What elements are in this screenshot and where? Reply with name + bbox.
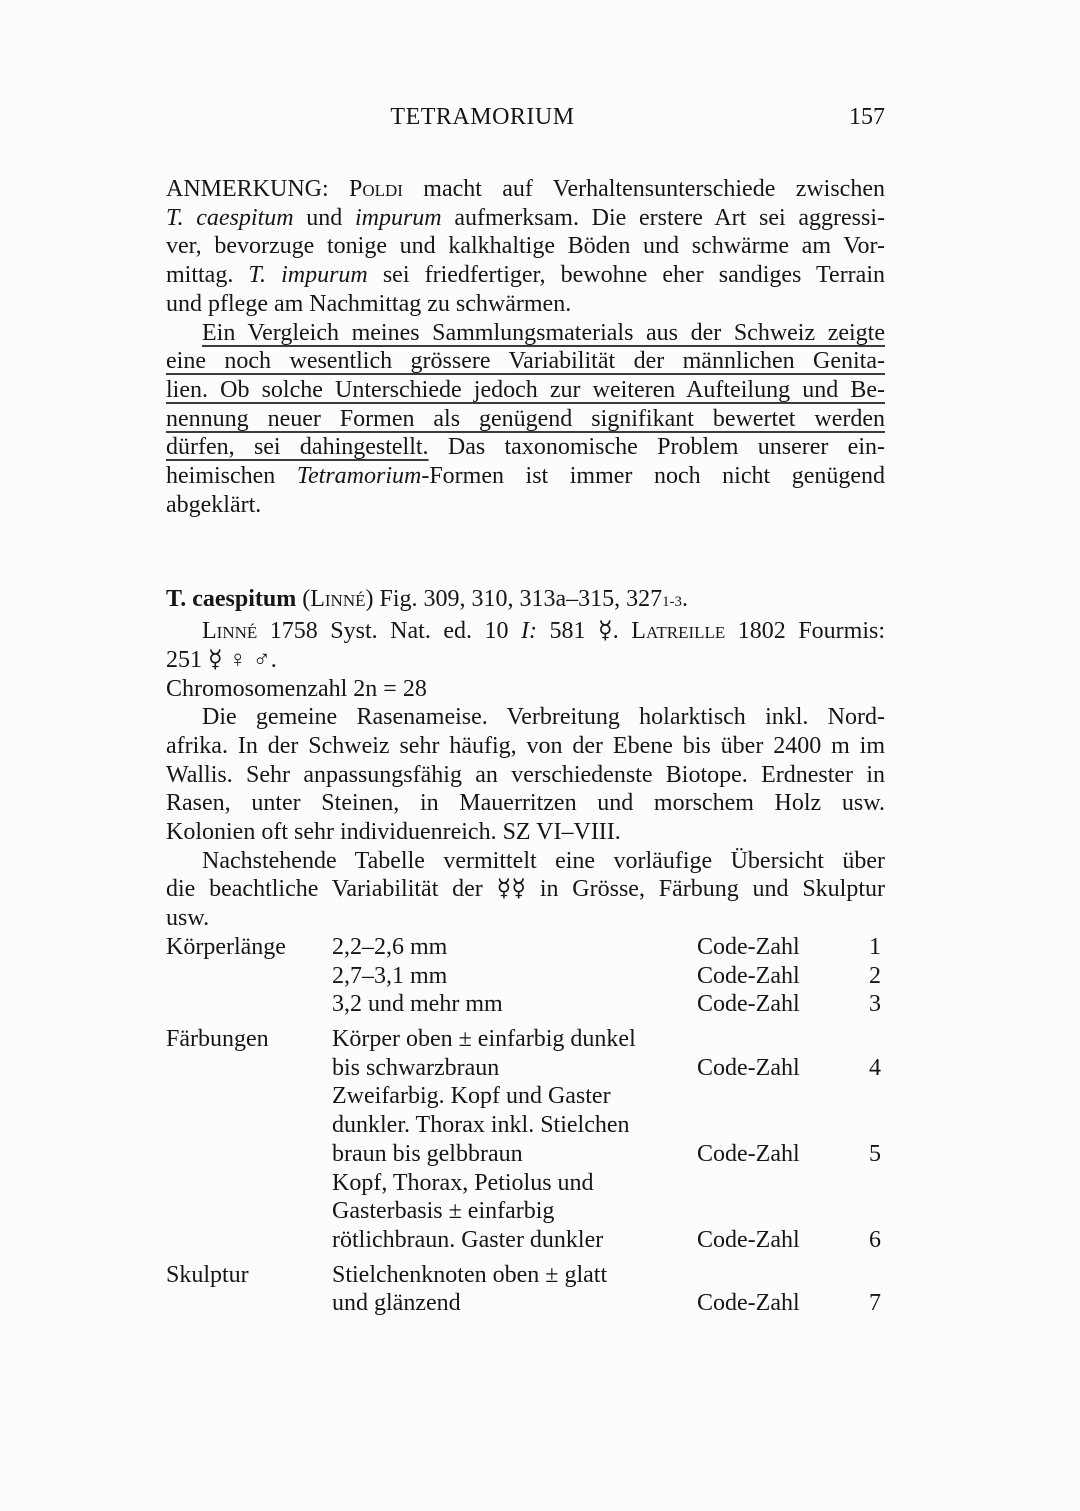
text-run: Chromosomenzahl 2n = 28: [166, 675, 427, 702]
text-line: [166, 405, 885, 434]
text-run: Wallis. Sehr anpassungsfähig an verschiedenste Biotope. Erdnester in: [166, 761, 885, 788]
text-run: Rasen, unter Steinen, in Mauerritzen und morschem Holz usw.: [166, 790, 885, 817]
text-run: 1758 Syst. Nat. ed. 10: [257, 618, 522, 645]
table-cell-description: rötlichbraun. Gaster dunkler: [332, 1226, 604, 1253]
text-run: Poldi: [349, 176, 403, 202]
text-run: heimischen: [166, 463, 297, 490]
table-cell-code-label: Code-Zahl: [697, 933, 800, 960]
table-cell-code-number: 1: [869, 933, 881, 960]
table-cell-description: braun bis gelbbraun: [332, 1140, 523, 1167]
text-run: dürfen, sei dahingestellt.: [166, 434, 429, 461]
text-run: T. caespitum: [166, 586, 297, 613]
text-line: [166, 761, 885, 790]
text-line: [166, 904, 885, 933]
text-line: [166, 585, 885, 617]
table-cell-code-label: Code-Zahl: [697, 991, 800, 1018]
table-row: [166, 1054, 885, 1083]
table-row: [166, 1025, 885, 1054]
text-run: mittag.: [166, 262, 249, 289]
table-cell-description: Kopf, Thorax, Petiolus und: [332, 1169, 594, 1196]
table-row: [166, 962, 885, 991]
text-line: [166, 376, 885, 405]
table-cell-label: [166, 962, 332, 991]
text-line: [166, 175, 885, 204]
table-cell-code-label: [697, 1082, 828, 1111]
text-run: impurum: [354, 204, 442, 231]
text-line: [166, 347, 885, 376]
table-cell-description: Gasterbasis ± einfarbig: [332, 1198, 555, 1225]
table-cell-label: Färbungen: [166, 1025, 269, 1052]
text-line: [166, 789, 885, 818]
table-cell-description: 2,7–3,1 mm: [332, 962, 448, 989]
table-cell-label: [166, 1140, 332, 1169]
table-cell-label: [166, 1169, 332, 1198]
text-line: [166, 847, 885, 876]
paragraph-vergleich-underlined: [166, 319, 885, 520]
table-row: [166, 1082, 885, 1111]
text-run: 581 ☿.: [537, 618, 632, 645]
text-line: [166, 232, 885, 261]
table-cell-code-number: 3: [869, 991, 881, 1018]
text-line: [166, 703, 885, 732]
table-cell-code-label: [697, 1169, 828, 1198]
text-line: [166, 675, 885, 704]
text-run: abgeklärt.: [166, 491, 262, 518]
text-run: die beachtliche Variabilität der ☿☿ in Grösse, Färbung und Skulptur: [166, 876, 885, 903]
table-cell-description: 3,2 und mehr mm: [332, 991, 503, 1018]
code-table: [166, 933, 885, 1318]
text-line: [166, 732, 885, 761]
text-line: [166, 646, 885, 675]
table-row: [166, 1169, 885, 1198]
text-run: .: [682, 586, 688, 613]
table-cell-code-number: 6: [869, 1226, 881, 1253]
text-run: T. caespitum: [166, 204, 294, 231]
table-cell-code-label: [697, 1261, 828, 1290]
paragraph-anmerkung: [166, 175, 885, 319]
text-run: 251 ☿ ♀ ♂.: [166, 646, 277, 673]
text-run: Die gemeine Rasenameise. Verbreitung holarktisch inkl. Nord-: [202, 704, 885, 731]
text-run: und: [293, 204, 355, 231]
text-run: usw.: [166, 905, 210, 932]
table-cell-description: und glänzend: [332, 1290, 461, 1317]
text-run: Latreille: [631, 618, 726, 645]
text-run: Kolonien oft sehr individuenreich. SZ VI–VIII.: [166, 819, 621, 846]
text-run: Ein Vergleich meines Sammlungsmaterials aus der Schweiz zeigte: [202, 319, 885, 346]
page-title: TETRAMORIUM: [390, 104, 575, 130]
text-run: und pflege am Nachmittag zu schwärmen.: [166, 290, 572, 317]
text-run: sei friedfertiger, bewohne eher sandiges Terrain: [367, 262, 885, 289]
table-cell-code-number: [828, 1261, 885, 1290]
table-cell-code-label: Code-Zahl: [697, 1290, 800, 1317]
text-line: [166, 319, 885, 348]
table-row: [166, 1140, 885, 1169]
table-cell-code-label: Code-Zahl: [697, 1140, 800, 1167]
page-number: 157: [849, 104, 885, 130]
table-cell-code-number: [828, 1025, 885, 1054]
text-run: ANMERKUNG:: [166, 176, 349, 202]
table-cell-code-label: [697, 1025, 828, 1054]
table-row: [166, 1197, 885, 1226]
table-cell-code-number: 4: [869, 1054, 881, 1081]
table-cell-description: Stielchenknoten oben ± glatt: [332, 1261, 608, 1288]
table-row: [166, 990, 885, 1019]
text-line: [166, 290, 885, 319]
table-cell-code-number: [828, 1169, 885, 1198]
text-run: afrika. In der Schweiz sehr häufig, von der Ebene bis über 2400 m im: [166, 732, 885, 759]
table-cell-label: [166, 1111, 332, 1140]
table-cell-label: [166, 1197, 332, 1226]
text-line: [166, 491, 885, 520]
text-run: Linné: [202, 618, 258, 645]
table-cell-code-label: [697, 1197, 828, 1226]
table-cell-description: bis schwarzbraun: [332, 1054, 500, 1081]
text-run: lien. Ob solche Unterschiede jedoch zur weiteren Aufteilung und Be-: [166, 376, 885, 403]
text-run: -Formen ist immer noch nicht genügend: [421, 463, 885, 490]
text-run: Tetramorium: [296, 463, 422, 490]
table-row: [166, 1226, 885, 1255]
table-cell-description: Körper oben ± einfarbig dunkel: [332, 1025, 636, 1052]
table-cell-code-number: [828, 1111, 885, 1140]
running-header: [166, 103, 885, 132]
text-line: [166, 462, 885, 491]
table-cell-label: Körperlänge: [166, 933, 286, 960]
text-line: [166, 818, 885, 847]
text-run: Linné: [310, 586, 366, 613]
table-cell-code-label: [697, 1111, 828, 1140]
table-cell-code-number: 5: [869, 1140, 881, 1167]
table-cell-label: [166, 990, 332, 1019]
text-run: Das taxonomische Problem unserer ein-: [428, 434, 885, 461]
table-cell-label: Skulptur: [166, 1261, 249, 1288]
table-cell-code-number: 7: [869, 1290, 881, 1317]
paragraph-rasenameise: [166, 703, 885, 847]
text-run: ver, bevorzuge tonige und kalkhaltige Böden und schwärme am Vor-: [166, 233, 885, 260]
text-line: [166, 875, 885, 904]
text-run: ) Fig. 309, 310, 313a–315, 327: [365, 586, 663, 613]
table-cell-label: [166, 1289, 332, 1318]
table-row: [166, 933, 885, 962]
table-row: [166, 1289, 885, 1318]
text-line: [166, 433, 885, 462]
species-entry-caespitum: [166, 585, 885, 703]
table-cell-code-number: 2: [869, 962, 881, 989]
table-row: [166, 1261, 885, 1290]
table-cell-description: 2,2–2,6 mm: [332, 933, 448, 960]
table-cell-description: dunkler. Thorax inkl. Stielchen: [332, 1112, 630, 1139]
text-run: eine noch wesentlich grössere Variabilität der männlichen Genita-: [166, 348, 885, 375]
text-run: (: [296, 586, 311, 613]
text-run: T. impurum: [248, 262, 368, 289]
table-cell-code-number: [828, 1082, 885, 1111]
table-cell-code-label: Code-Zahl: [697, 1054, 800, 1081]
text-run: aufmerksam. Die erstere Art sei aggressi-: [441, 204, 885, 231]
table-cell-label: [166, 1082, 332, 1111]
text-column: [166, 175, 885, 1318]
table-cell-description: Zweifarbig. Kopf und Gaster: [332, 1083, 611, 1110]
table-cell-label: [166, 1226, 332, 1255]
text-run: nennung neuer Formen als genügend signifikant bewertet werden: [166, 405, 885, 432]
text-line: [166, 204, 885, 233]
text-run: I:: [521, 618, 538, 645]
text-run: 1-3: [662, 594, 682, 611]
text-line: [166, 261, 885, 290]
text-line: [166, 617, 885, 646]
table-cell-code-number: [828, 1197, 885, 1226]
text-run: macht auf Verhaltensunterschiede zwischen: [402, 176, 885, 202]
paragraph-tabelle-intro: [166, 847, 885, 933]
table-cell-code-label: Code-Zahl: [697, 1226, 800, 1253]
text-run: 1802 Fourmis:: [725, 618, 885, 645]
table-row: [166, 1111, 885, 1140]
text-run: Nachstehende Tabelle vermittelt eine vorläufige Übersicht über: [202, 847, 885, 874]
table-cell-code-label: Code-Zahl: [697, 962, 800, 989]
table-cell-label: [166, 1054, 332, 1083]
